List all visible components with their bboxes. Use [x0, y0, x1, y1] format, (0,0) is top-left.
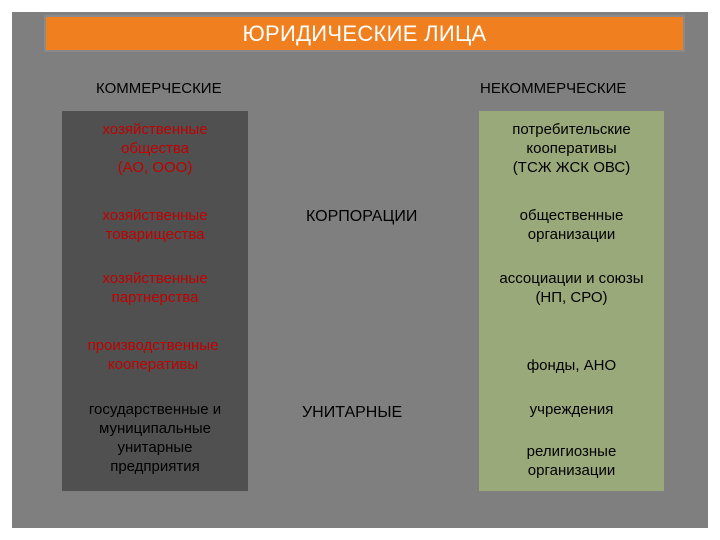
item-line: (ТСЖ ЖСК ОВС): [512, 159, 631, 176]
item-line: (НП, СРО): [535, 289, 608, 306]
item-line: предприятия: [110, 458, 200, 475]
item-line: кооперативы: [107, 356, 199, 373]
item-line: (АО, ООО): [117, 159, 193, 176]
item-business-partnerships: [62, 206, 248, 244]
item-public-organizations: [479, 206, 664, 244]
item-line: потребительские: [512, 121, 631, 138]
title-bar: ЮРИДИЧЕСКИЕ ЛИЦА: [44, 15, 685, 52]
label-unitary: УНИТАРНЫЕ: [302, 404, 403, 421]
item-line: хозяйственные: [102, 207, 208, 224]
header-noncommercial: НЕКОММЕРЧЕСКИЕ: [480, 80, 627, 97]
item-line: производственные: [87, 337, 219, 354]
item-unitary-enterprises: [62, 400, 248, 476]
item-line: организации: [527, 226, 616, 243]
item-funds: [479, 356, 664, 375]
item-line: организации: [527, 462, 616, 479]
item-line: ассоциации и союзы: [499, 270, 644, 287]
item-line: общества: [121, 140, 189, 157]
item-associations-unions: [479, 269, 664, 307]
item-institutions: [479, 400, 664, 419]
item-line: учреждения: [529, 401, 614, 418]
item-line: хозяйственные: [102, 270, 208, 287]
item-line: хозяйственные: [102, 121, 208, 138]
item-line: партнерства: [111, 289, 199, 306]
item-line: унитарные: [117, 439, 193, 456]
header-commercial: КОММЕРЧЕСКИЕ: [96, 80, 222, 97]
item-production-cooperatives: [60, 336, 246, 374]
item-consumer-cooperatives: [479, 120, 664, 177]
item-business-companies: [62, 120, 248, 177]
item-line: общественные: [519, 207, 624, 224]
item-line: товарищества: [105, 226, 205, 243]
item-economic-partnerships: [62, 269, 248, 307]
label-corporations: КОРПОРАЦИИ: [306, 208, 418, 225]
item-line: религиозные: [526, 443, 617, 460]
item-line: фонды, АНО: [526, 357, 617, 374]
item-religious-organizations: [479, 442, 664, 480]
item-line: государственные и: [88, 401, 222, 418]
item-line: кооперативы: [526, 140, 617, 157]
item-line: муниципальные: [98, 420, 212, 437]
